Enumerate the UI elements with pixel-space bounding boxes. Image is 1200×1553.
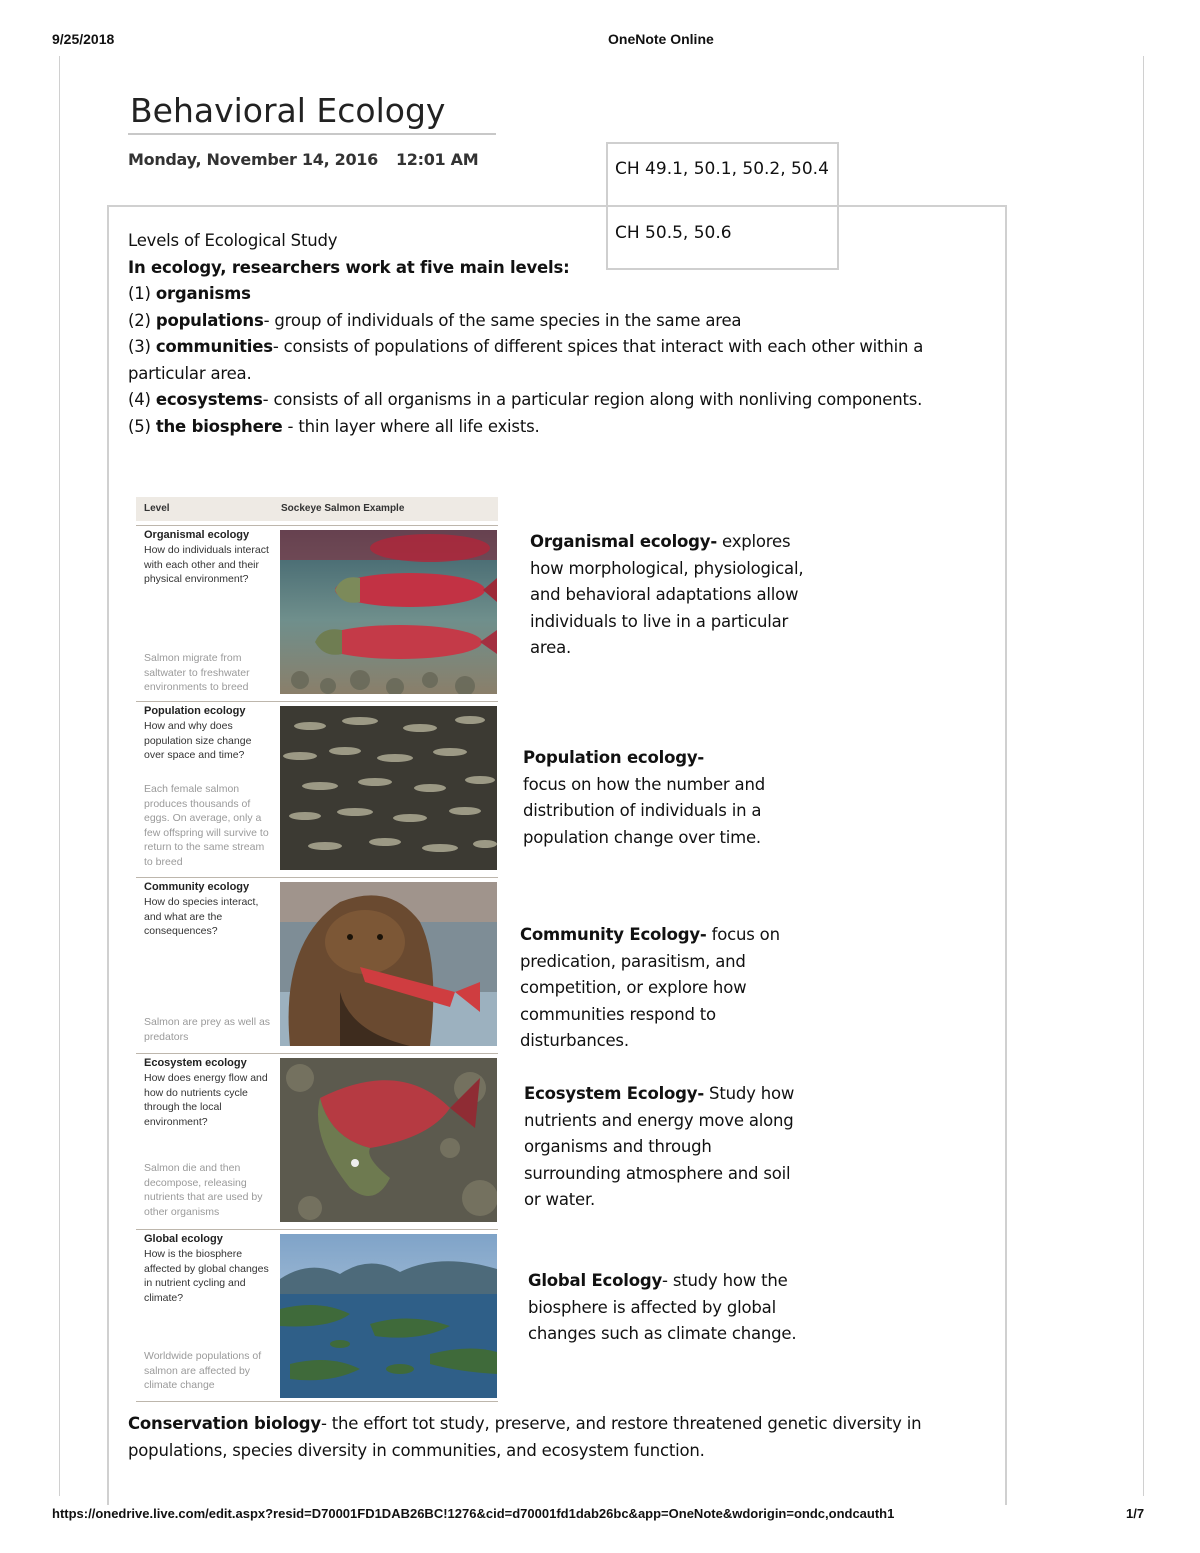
page-frame-right [1143,56,1144,1496]
ecosystem-description[interactable]: Ecosystem Ecology- Study how nutrients and energy move along organisms and through surrounding atmosphere and soil or water. [524,1084,795,1209]
salmon-pair-photo [280,530,497,694]
level-item-1: (1) organisms [128,284,251,303]
chapter-box-1-text: CH 49.1, 50.1, 50.2, 50.4 [615,159,829,179]
figure-row-level: Ecosystem ecology [144,1057,247,1069]
figure-row-community [136,877,498,1050]
page-time: 12:01 AM [395,150,479,169]
figure-row-global [136,1229,498,1402]
figure-header [136,497,498,521]
print-url: https://onedrive.live.com/edit.aspx?resid=D70001FD1DAB26BC!1276&cid=d70001fd1dab26bc&app=OneNote&wdorigin=ondc,ondcauth1 [52,1506,895,1521]
print-page-number: 1/7 [1126,1506,1145,1521]
page-title[interactable]: Behavioral Ecology [130,91,446,130]
figure-row-question: How do individuals interact with each other and their physical environment? [144,544,269,585]
community-description[interactable]: Community Ecology- focus on predication, parasitism, and competition, or explore how communities respond to disturbances. [520,925,780,1050]
bear-catching-salmon-photo [280,882,497,1046]
figure-row-level: Population ecology [144,705,246,717]
figure-row-ecosystem [136,1053,498,1226]
levels-heading: Levels of Ecological Study [128,231,338,250]
conservation-line-2: populations, species diversity in communities, and ecosystem function. [128,1440,705,1460]
levels-lead: In ecology, researchers work at five main levels: [128,257,570,277]
figure-row-level: Organismal ecology [144,529,250,541]
level-item-3: (3) communities- consists of populations of different spices that interact with each other within a [128,337,924,356]
organismal-description[interactable]: Organismal ecology- explores how morphological, physiological, and behavioral adaptations allow individuals to live in a particular area. [530,532,804,657]
figure-row-question: How is the biosphere affected by global changes in nutrient cycling and climate? [144,1248,269,1304]
figure-bottom-rule [136,1401,498,1402]
conservation-biology-text[interactable] [128,1411,998,1464]
figure-col-example: Sockeye Salmon Example [281,503,405,514]
chapter-box-1[interactable] [606,142,839,207]
chapter-box-2-text: CH 50.5, 50.6 [615,223,732,243]
print-app-title: OneNote Online [608,31,714,47]
figure-row-note: Salmon are prey as well as predators [144,1016,271,1043]
page-datetime [128,150,496,169]
figure-row-level: Global ecology [144,1233,223,1245]
levels-figure[interactable] [136,497,498,1395]
figure-row-question: How and why does population size change over space and time? [144,720,252,761]
level-item-2: (2) populations- group of individuals of the same species in the same area [128,310,742,330]
decomposing-salmon-photo [280,1058,497,1222]
level-item-3-cont: particular area. [128,363,252,383]
figure-row-note: Each female salmon produces thousands of eggs. On average, only a few offspring will survive to return to the same stream to breed [144,783,269,868]
level-item-4: (4) ecosystems- consists of all organisms in a particular region along with nonliving components. [128,390,923,409]
figure-row-question: How do species interact, and what are the consequences? [144,896,259,937]
figure-col-level: Level [144,503,170,514]
figure-row-question: How does energy flow and how do nutrients cycle through the local environment? [144,1072,268,1128]
population-term: Population ecology- [523,748,705,767]
figure-row-note: Salmon migrate from saltwater to freshwater environments to breed [144,652,250,693]
figure-row-note: Worldwide populations of salmon are affected by climate change [144,1350,262,1391]
levels-outline[interactable] [128,228,998,440]
level-item-5: (5) the biosphere - thin layer where all life exists. [128,416,540,436]
coastal-landscape-photo [280,1234,497,1398]
title-underline [128,133,496,135]
global-description[interactable]: Global Ecology- study how the biosphere is affected by global changes such as climate change. [528,1271,797,1343]
page-frame-left [59,56,60,1496]
population-description[interactable] [523,745,803,851]
conservation-line-1: Conservation biology- the effort tot study, preserve, and restore threatened genetic diversity in [128,1414,922,1433]
figure-row-population [136,701,498,874]
figure-row-organismal [136,525,498,698]
figure-row-level: Community ecology [144,881,250,893]
figure-row-note: Salmon die and then decompose, releasing nutrients that are used by other organisms [144,1162,263,1218]
page-date: Monday, November 14, 2016 [128,150,378,169]
population-text: focus on how the number and distribution of individuals in a population change over time. [523,774,765,847]
print-date: 9/25/2018 [52,31,115,47]
salmon-school-photo [280,706,497,870]
